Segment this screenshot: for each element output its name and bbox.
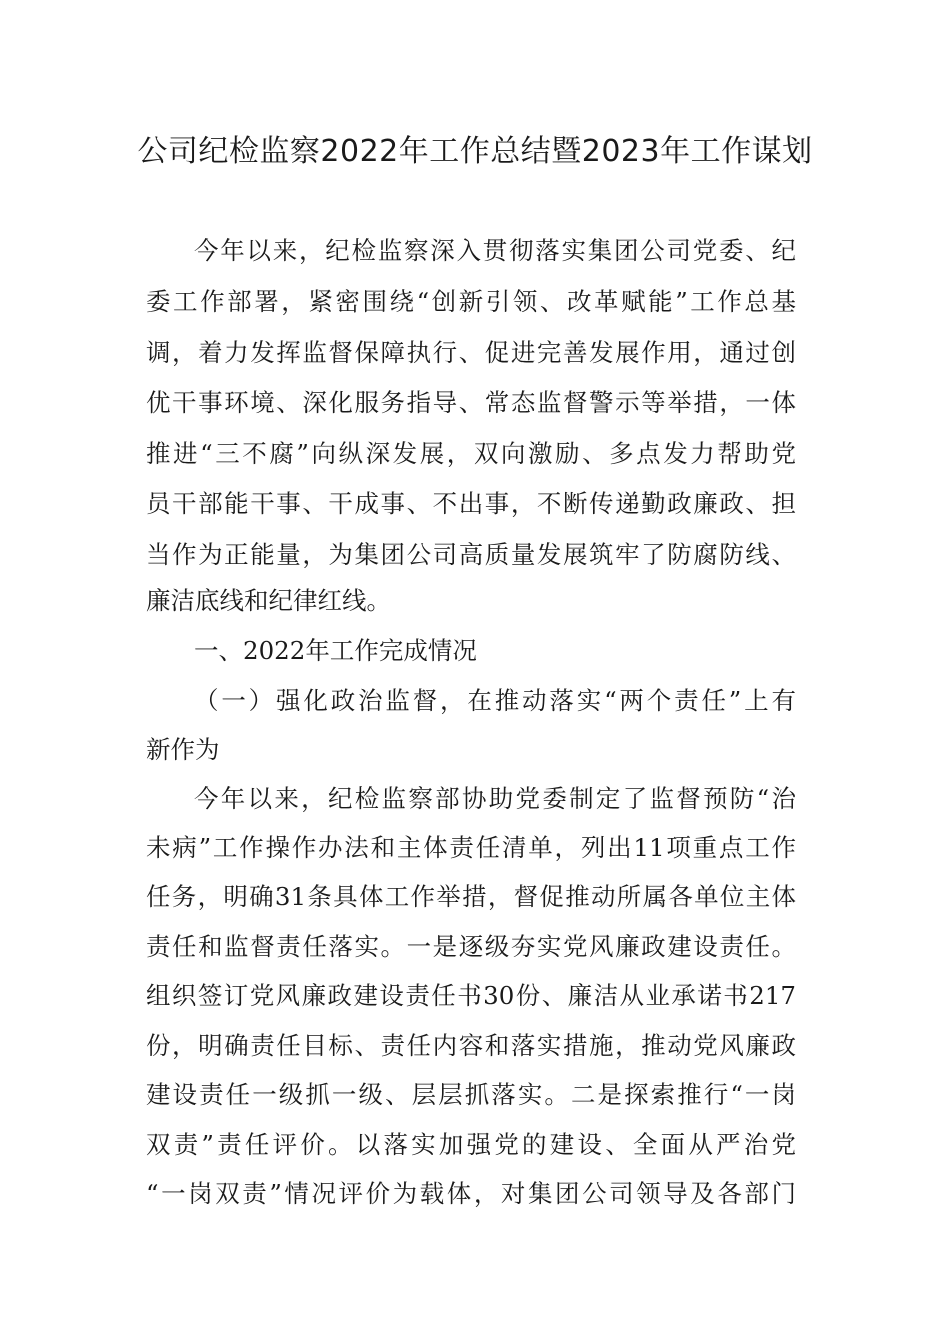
paragraph-line: 委工作部署，紧密围绕“创新引领、改革赋能”工作总基 [146,287,796,316]
paragraph-line: 今年以来，纪检监察部协助党委制定了监督预防“治 [194,784,796,813]
section-heading: 一、2022年工作完成情况 [194,636,477,665]
paragraph-line: 建设责任一级抓一级、层层抓落实。二是探索推行“一岗 [146,1080,796,1109]
document-title: 公司纪检监察2022年工作总结暨2023年工作谋划 [137,134,813,169]
subsection-heading: （一）强化政治监督，在推动落实“两个责任”上有 [194,686,796,715]
paragraph-line: 双责”责任评价。以落实加强党的建设、全面从严治党 [146,1130,796,1159]
paragraph-line: 责任和监督责任落实。一是逐级夯实党风廉政建设责任。 [146,932,796,961]
paragraph-line: 员干部能干事、干成事、不出事，不断传递勤政廉政、担 [146,489,796,518]
subsection-heading-cont: 新作为 [146,735,220,764]
paragraph-line: “一岗双责”情况评价为载体，对集团公司领导及各部门 [146,1179,796,1208]
paragraph-line: 份，明确责任目标、责任内容和落实措施，推动党风廉政 [146,1031,796,1060]
paragraph-line: 优干事环境、深化服务指导、常态监督警示等举措，一体 [146,388,796,417]
paragraph-line: 推进“三不腐”向纵深发展，双向激励、多点发力帮助党 [146,439,796,468]
paragraph-line: 任务，明确31条具体工作举措，督促推动所属各单位主体 [146,882,796,911]
paragraph-line: 今年以来，纪检监察深入贯彻落实集团公司党委、纪 [194,236,796,265]
paragraph-line: 未病”工作操作办法和主体责任清单，列出11项重点工作 [146,833,796,862]
paragraph-line: 廉洁底线和纪律红线。 [146,586,391,615]
paragraph-line: 组织签订党风廉政建设责任书30份、廉洁从业承诺书217 [146,981,796,1010]
paragraph-line: 调，着力发挥监督保障执行、促进完善发展作用，通过创 [146,338,796,367]
paragraph-line: 当作为正能量，为集团公司高质量发展筑牢了防腐防线、 [146,540,796,569]
